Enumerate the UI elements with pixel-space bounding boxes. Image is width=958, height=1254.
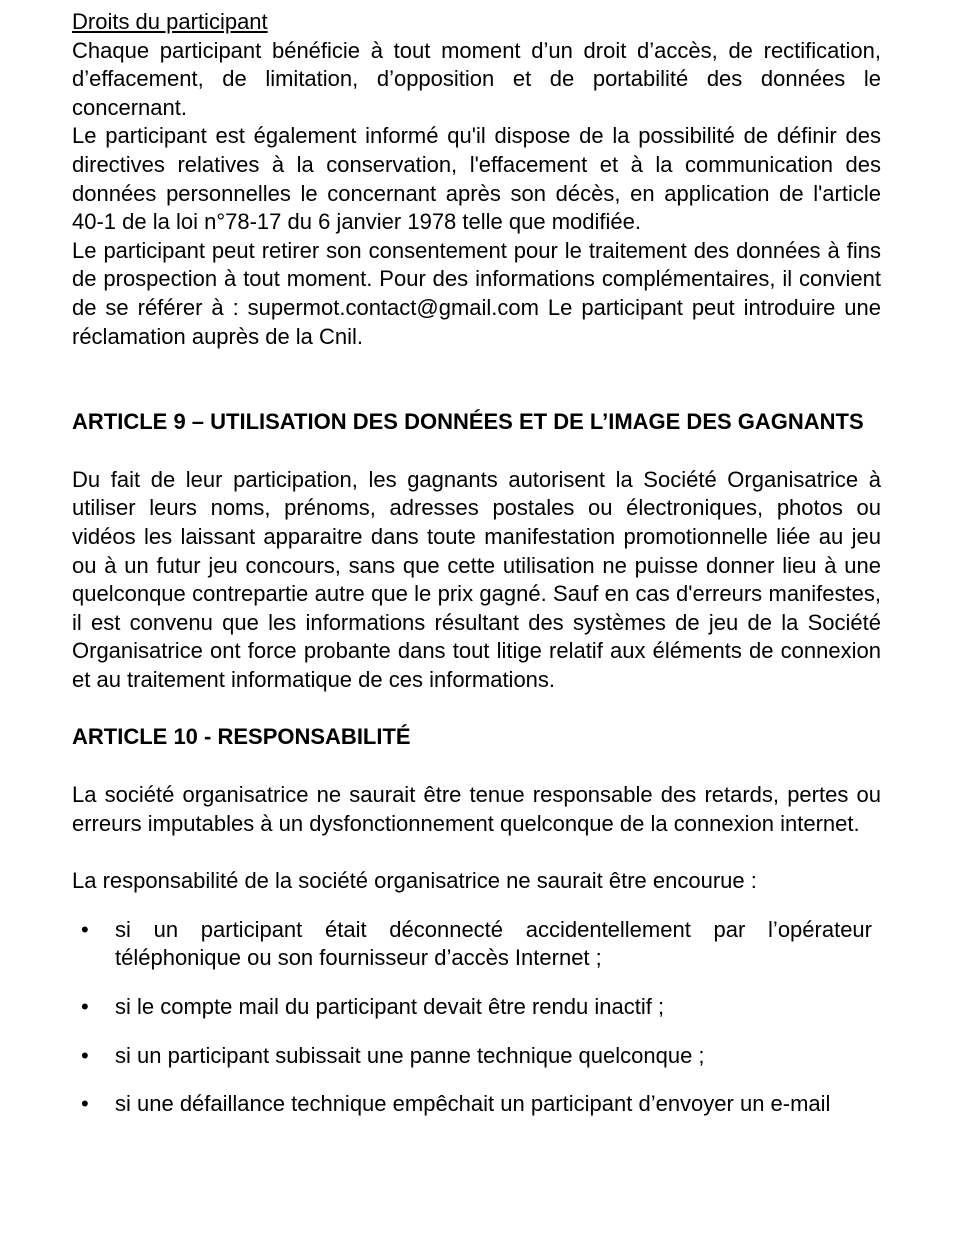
rights-paragraph-1: Chaque participant bénéficie à tout moment d’un droit d’accès, de rectification, d’effacement, de limitation, d’opposition et de portabilité des données le concernant. [72, 37, 881, 120]
list-item-text: si un participant subissait une panne technique quelconque ; [115, 1042, 705, 1068]
liability-list [72, 916, 881, 1119]
list-item-text: si le compte mail du participant devait être rendu inactif ; [115, 994, 665, 1020]
rights-paragraph-3: Le participant peut retirer son consentement pour le traitement des données à fins de prospection à tout moment. Pour des informations complémentaires, il convient de se référer à : supermot.contact@gmail.com Le participant peut introduire une réclamation auprès de la Cnil. [72, 237, 881, 349]
article-9-body: Du fait de leur participation, les gagnants autorisent la Société Organisatrice à utiliser leurs noms, prénoms, adresses postales ou électroniques, photos ou vidéos les laissant apparaitre dans toute manifestation promotionnelle liée au jeu ou à un futur jeu concours, sans que cette utilisation ne puisse donner lieu à une quelconque contrepartie autre que le prix gagné. Sauf en cas d'erreurs manifestes, il est convenu que les informations résultant des systèmes de jeu de la Société Organisatrice ont force probante dans tout litige relatif aux éléments de connexion et au traitement informatique de ces informations. [72, 466, 881, 692]
bullet-icon: • [81, 1091, 89, 1117]
bullet-icon: • [81, 916, 89, 942]
list-item [72, 1090, 881, 1119]
list-item [72, 993, 881, 1022]
list-item [72, 916, 881, 973]
article-10-title: ARTICLE 10 - RESPONSABILITÉ [72, 724, 411, 750]
spacer [72, 896, 881, 916]
document-page [72, 8, 881, 1139]
article-10-body-2: La responsabilité de la société organisatrice ne saurait être encourue : [72, 868, 757, 894]
spacer [72, 694, 881, 723]
list-item-text: si un participant était déconnecté accidentellement par l’opérateur téléphonique ou son fournisseur d’accès Internet ; [115, 916, 872, 971]
spacer [72, 351, 881, 408]
spacer [72, 838, 881, 867]
bullet-icon: • [81, 994, 89, 1020]
spacer [72, 752, 881, 781]
article-10-body-1: La société organisatrice ne saurait être tenue responsable des retards, pertes ou erreurs imputables à un dysfonctionnement quelconque de la connexion internet. [72, 782, 881, 836]
rights-heading: Droits du participant [72, 9, 268, 34]
article-9-title: ARTICLE 9 – UTILISATION DES DONNÉES ET DE L’IMAGE DES GAGNANTS [72, 409, 864, 435]
bullet-icon: • [81, 1042, 89, 1068]
spacer [72, 437, 881, 466]
rights-paragraph-2: Le participant est également informé qu'il dispose de la possibilité de définir des directives relatives à la conservation, l'effacement et à la communication des données personnelles le concernant après son décès, en application de l'article 40-1 de la loi n°78-17 du 6 janvier 1978 telle que modifiée. [72, 123, 881, 235]
list-item-text: si une défaillance technique empêchait un participant d’envoyer un e-mail [115, 1091, 831, 1117]
list-item [72, 1042, 881, 1071]
